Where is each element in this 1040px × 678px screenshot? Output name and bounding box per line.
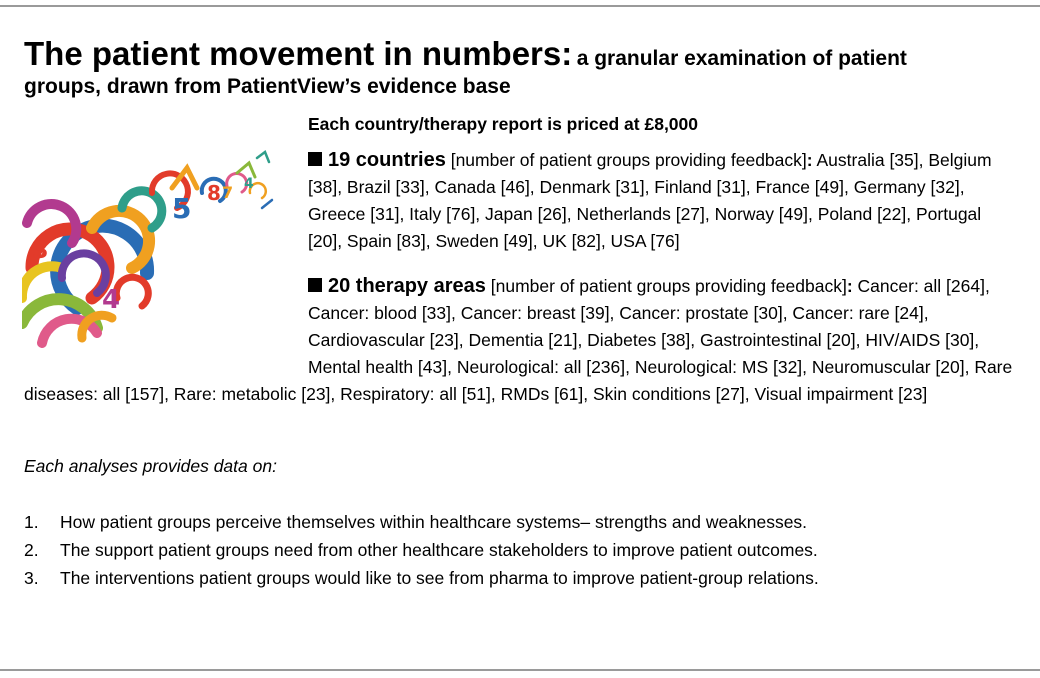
- square-bullet-icon: [308, 278, 322, 292]
- title-subtitle: a granular examination of patient: [576, 47, 907, 70]
- list-item-number: 1.: [24, 512, 39, 532]
- svg-text:4: 4: [244, 176, 254, 192]
- countries-heading: 19 countries: [328, 149, 446, 171]
- countries-list: Australia [35], Belgium [38], Brazil [33], Canada [46], Denmark [31], Finland [31], France [49], Germany [32], Greece [31], Italy [76], Japan [26], Netherlands [27], Norway [49], Poland [22], Portugal [20], Spain [83], Sweden [49], UK [82], USA [76]: [308, 150, 992, 251]
- title-main: The patient movement in numbers:: [24, 35, 573, 72]
- list-item-text: The support patient groups need from other healthcare stakeholders to improve patient outcomes.: [60, 540, 818, 560]
- countries-colon: :: [806, 150, 813, 170]
- therapy-paragraph: [24, 273, 1020, 408]
- list-item: [24, 508, 1024, 536]
- analyses-intro: Each analyses provides data on:: [24, 456, 277, 476]
- list-item-number: 3.: [24, 568, 39, 588]
- svg-text:8: 8: [207, 181, 221, 205]
- svg-text:3: 3: [32, 236, 49, 264]
- top-rule: [0, 5, 1040, 7]
- therapy-note: [number of patient groups providing feedback]: [490, 276, 847, 296]
- list-item-text: How patient groups perceive themselves within healthcare systems– strengths and weaknesses.: [60, 512, 808, 532]
- page-title: [24, 36, 1024, 101]
- list-item: [24, 536, 1024, 564]
- svg-text:7: 7: [222, 183, 234, 202]
- countries-note: [number of patient groups providing feedback]: [450, 150, 807, 170]
- therapy-list: Cancer: all [264], Cancer: blood [33], Cancer: breast [39], Cancer: prostate [30], Cancer: rare [24], Cardiovascular [23], Dementia [21], Diabetes [38], Gastrointestinal [20], HIV/AIDS [30], Mental health [43], Neurological: all [236], Neurological: MS [32], Neuromuscular [20], Rare diseases: all [157], Rare: metabolic [23], Respiratory: all [51], RMDs [61], Skin conditions [27], Visual impairment [23]: [24, 276, 1013, 404]
- analyses-list: [24, 508, 1024, 592]
- price-line: Each country/therapy report is priced at £8,000: [308, 114, 699, 134]
- therapy-colon: :: [846, 276, 853, 296]
- list-item-number: 2.: [24, 540, 39, 560]
- square-bullet-icon: [308, 152, 322, 166]
- svg-text:5: 5: [172, 192, 192, 225]
- title-subtitle-line2: groups, drawn from PatientView’s evidence base: [24, 75, 511, 98]
- list-item: [24, 564, 1024, 592]
- list-item-text: The interventions patient groups would like to see from pharma to improve patient-group relations.: [60, 568, 819, 588]
- bottom-rule: [0, 669, 1040, 671]
- svg-text:4: 4: [102, 285, 121, 315]
- therapy-heading: 20 therapy areas: [328, 275, 486, 297]
